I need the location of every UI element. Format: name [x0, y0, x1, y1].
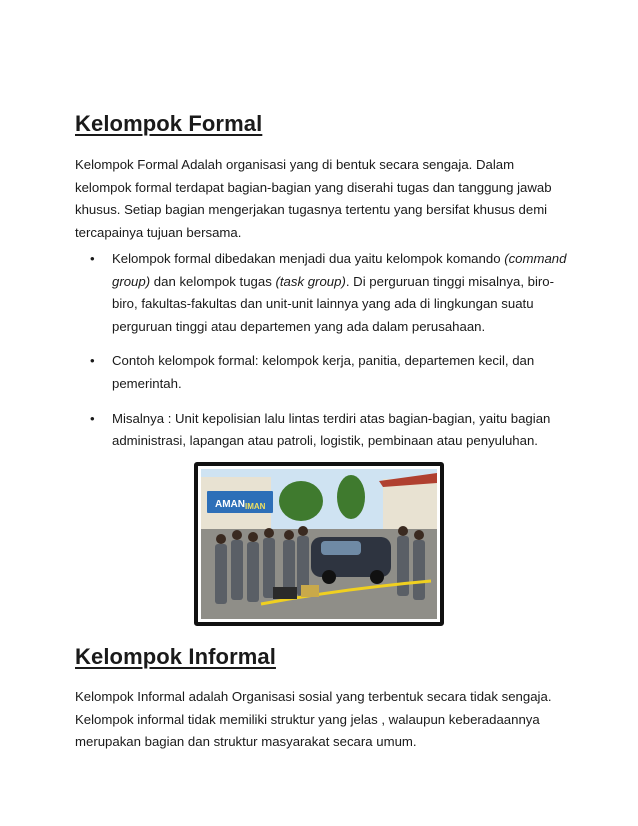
officer-head	[264, 528, 274, 538]
officer-head	[216, 534, 226, 544]
officer-body	[231, 540, 243, 600]
tree	[337, 475, 365, 519]
bullet-glyph: •	[90, 410, 95, 426]
officer-head	[232, 530, 242, 540]
list-item	[90, 350, 570, 395]
equipment-box	[301, 585, 319, 597]
bullet-text: Misalnya : Unit kepolisian lalu lintas terdiri atas bagian-bagian, yaitu bagian administrasi, lapangan atau patroli, logistik, pembinaan atau penyuluhan.	[112, 410, 551, 449]
officer-body	[413, 540, 425, 600]
officer-body	[215, 544, 227, 604]
bullet-list-formal	[90, 248, 570, 465]
officer-head	[284, 530, 294, 540]
bullet-text: Kelompok formal dibedakan menjadi dua yaitu kelompok komando	[112, 251, 505, 266]
bullet-italic-term: (task group)	[275, 273, 346, 289]
bullet-text: Contoh kelompok formal: kelompok kerja, panitia, departemen kecil, dan pemerintah.	[112, 353, 535, 391]
officer-head	[414, 530, 424, 540]
building-right	[383, 479, 437, 529]
banner-text-iman: IMAN	[245, 502, 266, 511]
bullet-text: . Di perguruan tinggi misalnya, biro-biro, fakultas-fakultas dan unit-unit lainnya yang ada di lingkungan suatu perguruan tinggi atau departemen yang ada dalam perusahaan.	[112, 273, 555, 334]
police-unit-photo	[201, 469, 437, 619]
officer-head	[298, 526, 308, 536]
police-photo-frame	[194, 462, 444, 626]
officer-head	[248, 532, 258, 542]
tree	[279, 481, 323, 521]
list-item	[90, 248, 570, 338]
bullet-glyph: •	[90, 251, 95, 266]
bullet-glyph: •	[90, 353, 95, 369]
car-window	[321, 541, 361, 555]
equipment-box	[273, 587, 297, 599]
officer-body	[247, 542, 259, 602]
heading-kelompok-informal: Kelompok Informal	[75, 644, 276, 669]
heading-kelompok-formal: Kelompok Formal	[75, 111, 263, 136]
officer-body	[397, 536, 409, 596]
paragraph-formal-definition: Kelompok Formal Adalah organisasi yang di bentuk secara sengaja. Dalam kelompok formal terdapat bagian-bagian yang diserahi tugas dan tanggung jawab khusus. Setiap bagian mengerjakan tugasnya tertentu yang bersifat khusus demi tercapainya tujuan bersama.	[75, 157, 552, 240]
car-wheel	[370, 570, 384, 584]
bullet-text: dan kelompok tugas	[150, 273, 276, 289]
bullet-italic-term: (command group)	[112, 251, 567, 289]
officer-head	[398, 526, 408, 536]
banner-text-aman: AMAN	[215, 499, 245, 510]
list-item	[90, 408, 570, 453]
paragraph-informal-definition: Kelompok Informal adalah Organisasi sosial yang terbentuk secara tidak sengaja. Kelompok informal tidak memiliki struktur yang jelas , walaupun keberadaannya merupakan bagian dan struktur masyarakat secara umum.	[75, 689, 552, 750]
car-wheel	[322, 570, 336, 584]
